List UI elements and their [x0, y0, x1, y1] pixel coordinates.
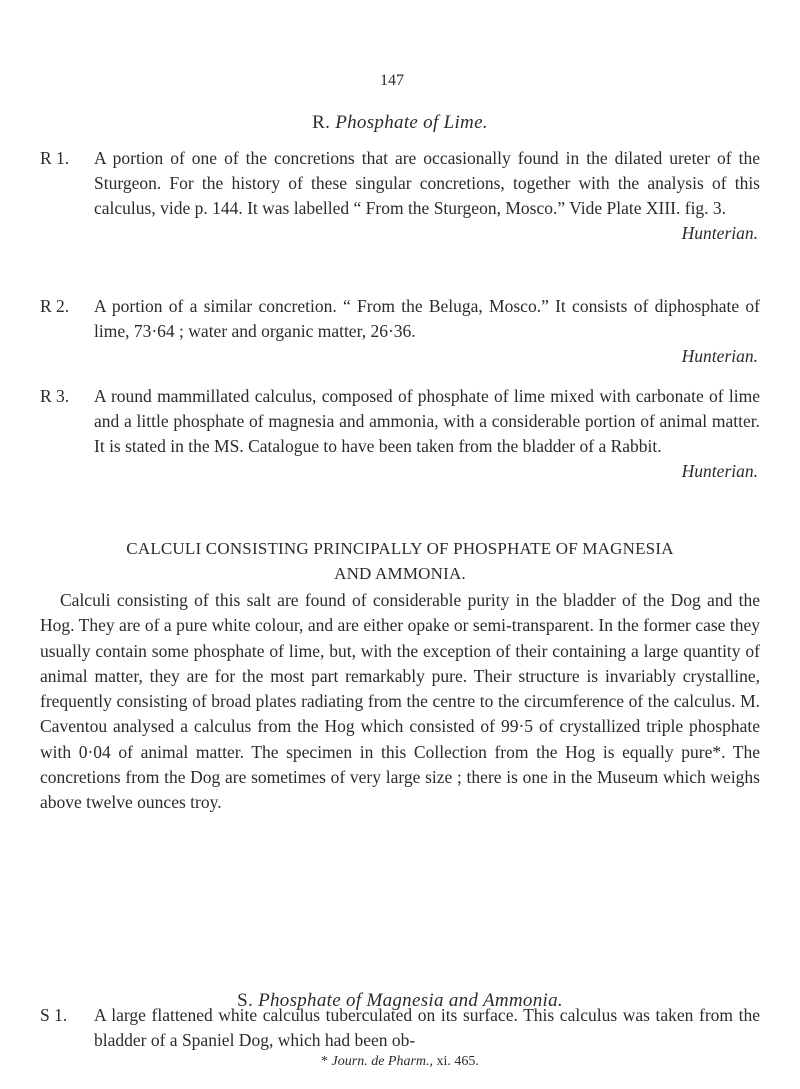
- section-title: Phosphate of Magnesia and Ammonia.: [258, 990, 563, 1011]
- footnote: [0, 1054, 800, 1070]
- entry-source: Hunterian.: [681, 223, 758, 243]
- entry-text: A round mammillated calculus, composed of phosphate of lime mixed with carbonate of lime and a little phosphate of magnesia and ammonia, with a considerable portion of animal matter. It is stated in the MS. Catalogue to have been taken from the bladder of a Rabbit.: [94, 386, 760, 456]
- calculi-heading-line2: AND AMMONIA.: [334, 564, 466, 583]
- entry-r1: [40, 146, 760, 246]
- section-title: Phosphate of Lime.: [335, 112, 488, 133]
- footnote-journal: Journ. de Pharm.,: [331, 1054, 434, 1069]
- calculi-paragraph: Calculi consisting of this salt are found of considerable purity in the bladder of the Dog and the Hog. They are of a pure white colour, and are either opake or semi-transparent. In the former case they usually contain some phosphate of lime, but, with the exception of their containing a large quantity of animal matter, they are for the most part remarkably pure. Their structure is invariably crystalline, frequently consisting of broad plates radiating from the centre to the circumference of the calculus. M. Caventou analysed a calculus from the Hog which consisted of 99·5 of crystallized triple phosphate with 0·04 of animal matter. The specimen in this Collection from the Hog is equally pure*. The concretions from the Dog are sometimes of very large size ; there is one in the Museum which weighs above twelve ounces troy.: [40, 590, 760, 813]
- entry-r3: [40, 384, 760, 484]
- page-number: 147: [380, 72, 404, 89]
- entry-label: S 1.: [40, 1005, 68, 1025]
- entry-label: R 3.: [40, 386, 70, 406]
- entry-source: Hunterian.: [681, 346, 758, 366]
- section-letter: S.: [237, 990, 253, 1011]
- entry-text: A portion of a similar concretion. “ From the Beluga, Mosco.” It consists of diphosphate of lime, 73·64 ; water and organic matter, 26·36.: [94, 296, 760, 341]
- calculi-heading-line1: CALCULI CONSISTING PRINCIPALLY OF PHOSPHATE OF MAGNESIA: [126, 539, 674, 558]
- footnote-marker: *: [321, 1054, 329, 1069]
- section-heading-r: [0, 112, 800, 134]
- entry-r2: [40, 294, 760, 369]
- footnote-ref: xi. 465.: [436, 1054, 479, 1069]
- section-letter: R.: [312, 112, 331, 133]
- entry-text: A portion of one of the concretions that are occasionally found in the dilated ureter of the Sturgeon. For the history of these singular concretions, together with the analysis of this calculus, vide p. 144. It was labelled “ From the Sturgeon, Mosco.” Vide Plate XIII. fig. 3.: [94, 148, 760, 218]
- entry-s1: [40, 1003, 760, 1053]
- entry-label: R 1.: [40, 148, 70, 168]
- calculi-heading: [40, 536, 760, 586]
- entry-text: A large flattened white calculus tuberculated on its surface. This calculus was taken from the bladder of a Spaniel Dog, which had been ob-: [94, 1005, 760, 1050]
- entry-source: Hunterian.: [681, 461, 758, 481]
- entry-label: R 2.: [40, 296, 70, 316]
